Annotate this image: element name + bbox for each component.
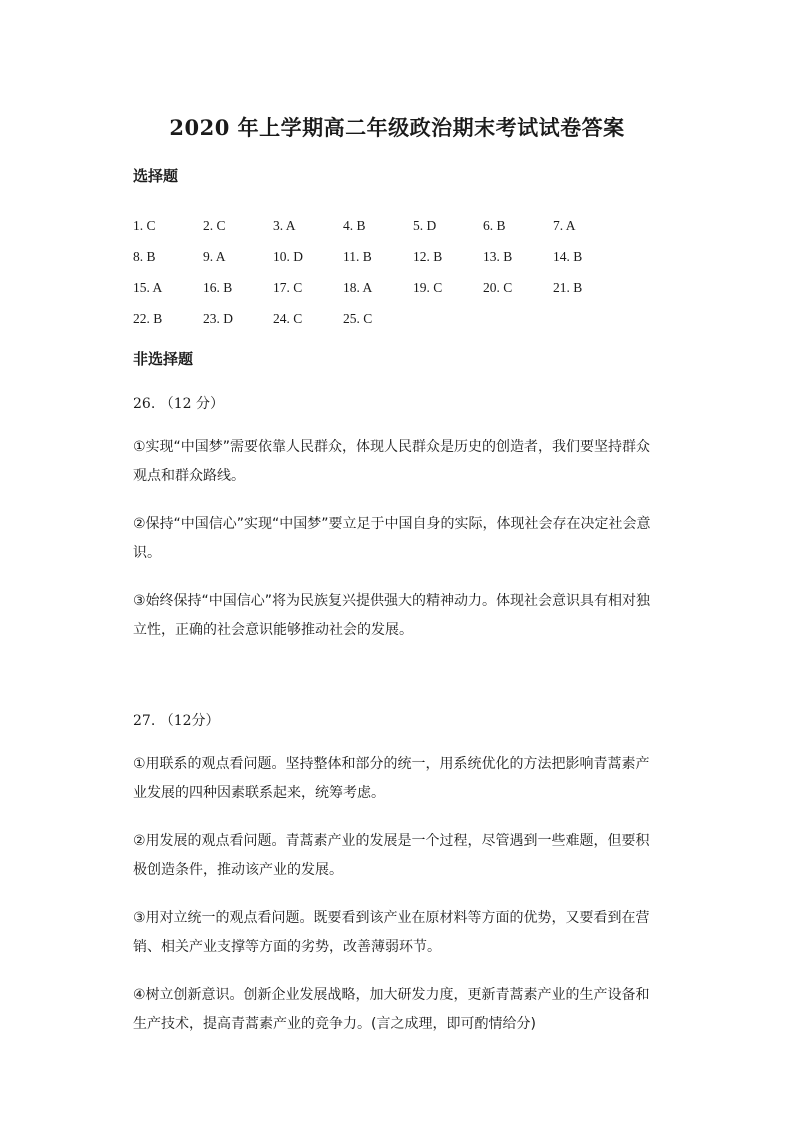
answer-row (133, 303, 653, 334)
answer-item: 8. B (133, 248, 156, 264)
section-heading-nonchoice: 非选择题 (133, 350, 194, 368)
answer-item: 16. B (203, 279, 233, 295)
question-26-point-1: ①实现“中国梦”需要依靠人民群众，体现人民群众是历史的创造者，我们要坚持群众观点和群众路线。 (133, 439, 651, 484)
answer-item: 18. A (343, 279, 373, 295)
answer-item: 7. A (553, 217, 576, 233)
answer-item: 2. C (203, 217, 226, 233)
answer-item: 17. C (273, 279, 303, 295)
answer-item: 6. B (483, 217, 506, 233)
answer-item: 3. A (273, 217, 296, 233)
answer-item: 19. C (413, 279, 443, 295)
answer-item: 9. A (203, 248, 226, 264)
answer-item: 22. B (133, 310, 163, 326)
answer-item: 20. C (483, 279, 513, 295)
answer-item: 11. B (343, 248, 372, 264)
answer-item: 1. C (133, 217, 156, 233)
answer-item: 14. B (553, 248, 583, 264)
answer-item: 12. B (413, 248, 443, 264)
document-title: 2020 年上学期高二年级政治期末考试试卷答案 (169, 115, 625, 140)
answer-item: 15. A (133, 279, 163, 295)
question-27-heading: 27. （12分） (133, 713, 220, 729)
choice-answer-grid (133, 210, 653, 334)
answer-row (133, 210, 653, 241)
answer-item: 21. B (553, 279, 583, 295)
answer-item: 25. C (343, 310, 373, 326)
answer-item: 13. B (483, 248, 513, 264)
answer-row (133, 241, 653, 272)
answer-row (133, 272, 653, 303)
question-27-point-3: ③用对立统一的观点看问题。既要看到该产业在原材料等方面的优势，又要看到在营销、相关产业支撑等方面的劣势，改善薄弱环节。 (133, 910, 650, 955)
answer-item: 4. B (343, 217, 366, 233)
question-27-point-1: ①用联系的观点看问题。坚持整体和部分的统一，用系统优化的方法把影响青蒿素产业发展的四种因素联系起来，统筹考虑。 (133, 756, 650, 801)
answer-item: 24. C (273, 310, 303, 326)
section-heading-choice: 选择题 (133, 167, 179, 185)
answer-item: 10. D (273, 248, 303, 264)
question-26-point-2: ②保持“中国信心”实现“中国梦”要立足于中国自身的实际，体现社会存在决定社会意识。 (133, 516, 651, 561)
answer-item: 5. D (413, 217, 437, 233)
answer-item: 23. D (203, 310, 233, 326)
question-26-point-3: ③始终保持“中国信心”将为民族复兴提供强大的精神动力。体现社会意识具有相对独立性，正确的社会意识能够推动社会的发展。 (133, 593, 651, 638)
question-27-point-2: ②用发展的观点看问题。青蒿素产业的发展是一个过程，尽管遇到一些难题，但要积极创造条件，推动该产业的发展。 (133, 833, 650, 878)
question-26-heading: 26. （12 分） (133, 396, 224, 412)
question-27-point-4: ④树立创新意识。创新企业发展战略，加大研发力度，更新青蒿素产业的生产设备和生产技术，提高青蒿素产业的竞争力。(言之成理，即可酌情给分) (133, 987, 650, 1032)
